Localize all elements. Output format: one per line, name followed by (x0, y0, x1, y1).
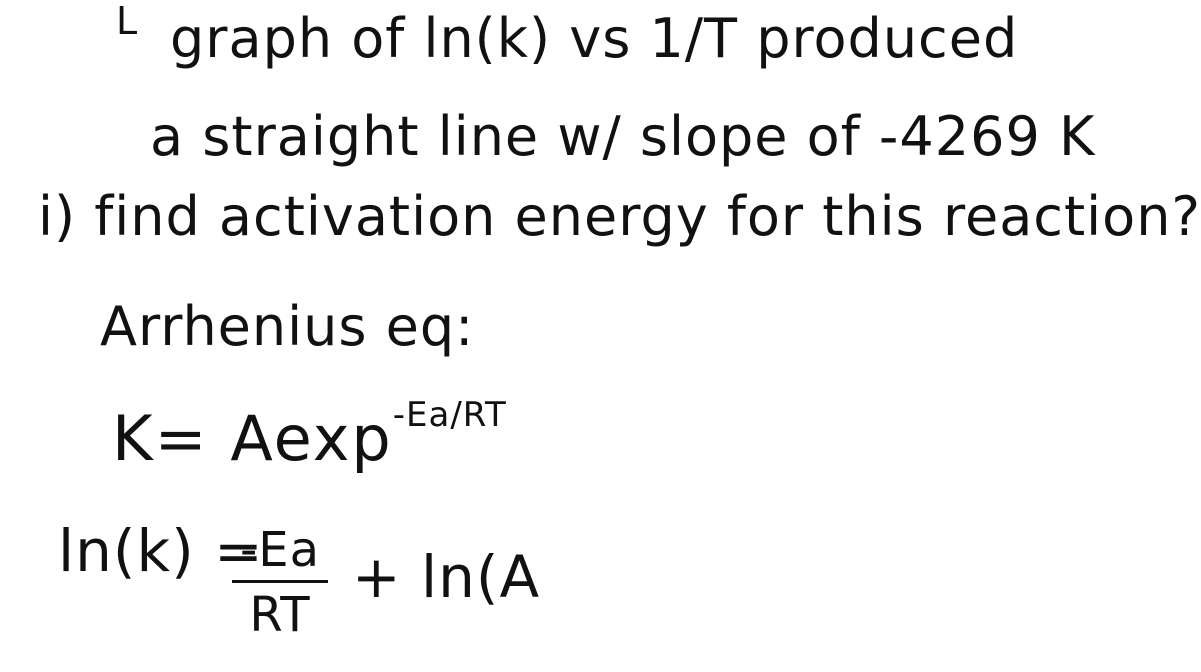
log-equation-fraction (232, 522, 328, 643)
arrhenius-equation (112, 395, 507, 475)
note-line-slope: a straight line w/ slope of -4269 K (150, 105, 1096, 168)
note-line-arrhenius-heading: Arrhenius eq: (100, 295, 475, 358)
arrhenius-equation-main: K= Aexp (112, 402, 393, 475)
fraction-numerator: -Ea (232, 526, 328, 583)
log-equation-left: ln(k) = (58, 517, 264, 585)
log-equation-right: + ln(A (352, 543, 541, 611)
line-marker: L (116, 0, 139, 43)
fraction-denominator: RT (249, 587, 311, 643)
note-line-graph: graph of ln(k) vs 1/T produced (170, 7, 1019, 70)
arrhenius-equation-exponent: -Ea/RT (392, 395, 507, 435)
note-line-question: i) find activation energy for this reaction? (38, 185, 1201, 248)
